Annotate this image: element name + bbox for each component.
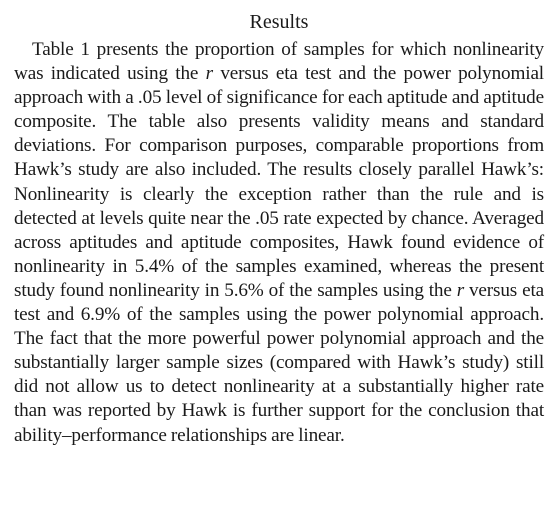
r-symbol-2: r [456, 279, 465, 301]
results-section [14, 8, 544, 448]
paragraph-text-2: versus eta test and the power polynomial approach with a .05 level of significance for each aptitude and aptitude composite. The table also presents validity means and standard deviations. For comparison purposes, comparable proportions from Hawk’s study are also included. The results closely parallel Hawk’s: Nonlinearity is clearly the exception rather than the rule and is detected at levels quite near the .05 rate expected by chance. Averaged across aptitudes and aptitude composites, Hawk found evidence of nonlinearity in 5.4% of the samples examined, whereas the present study found nonlinearity in 5.6% of the samples using the [14, 63, 544, 301]
paragraph-text-1: Table 1 presents the proportion of samples for which nonlinearity was indicated using the [14, 39, 544, 85]
section-heading: Results [249, 11, 309, 33]
paragraph-text-3: versus eta test and 6.9% of the samples using the power polynomial approach. The fact that the more powerful power polynomial approach and the substantially larger sample sizes (compared with Hawk’s study) still did not allow us to detect nonlinearity at a substantially higher rate than was reported by Hawk is further support for the conclusion that ability–performance relationships are linear. [14, 279, 544, 446]
r-symbol-1: r [205, 63, 213, 85]
results-paragraph [14, 38, 544, 448]
